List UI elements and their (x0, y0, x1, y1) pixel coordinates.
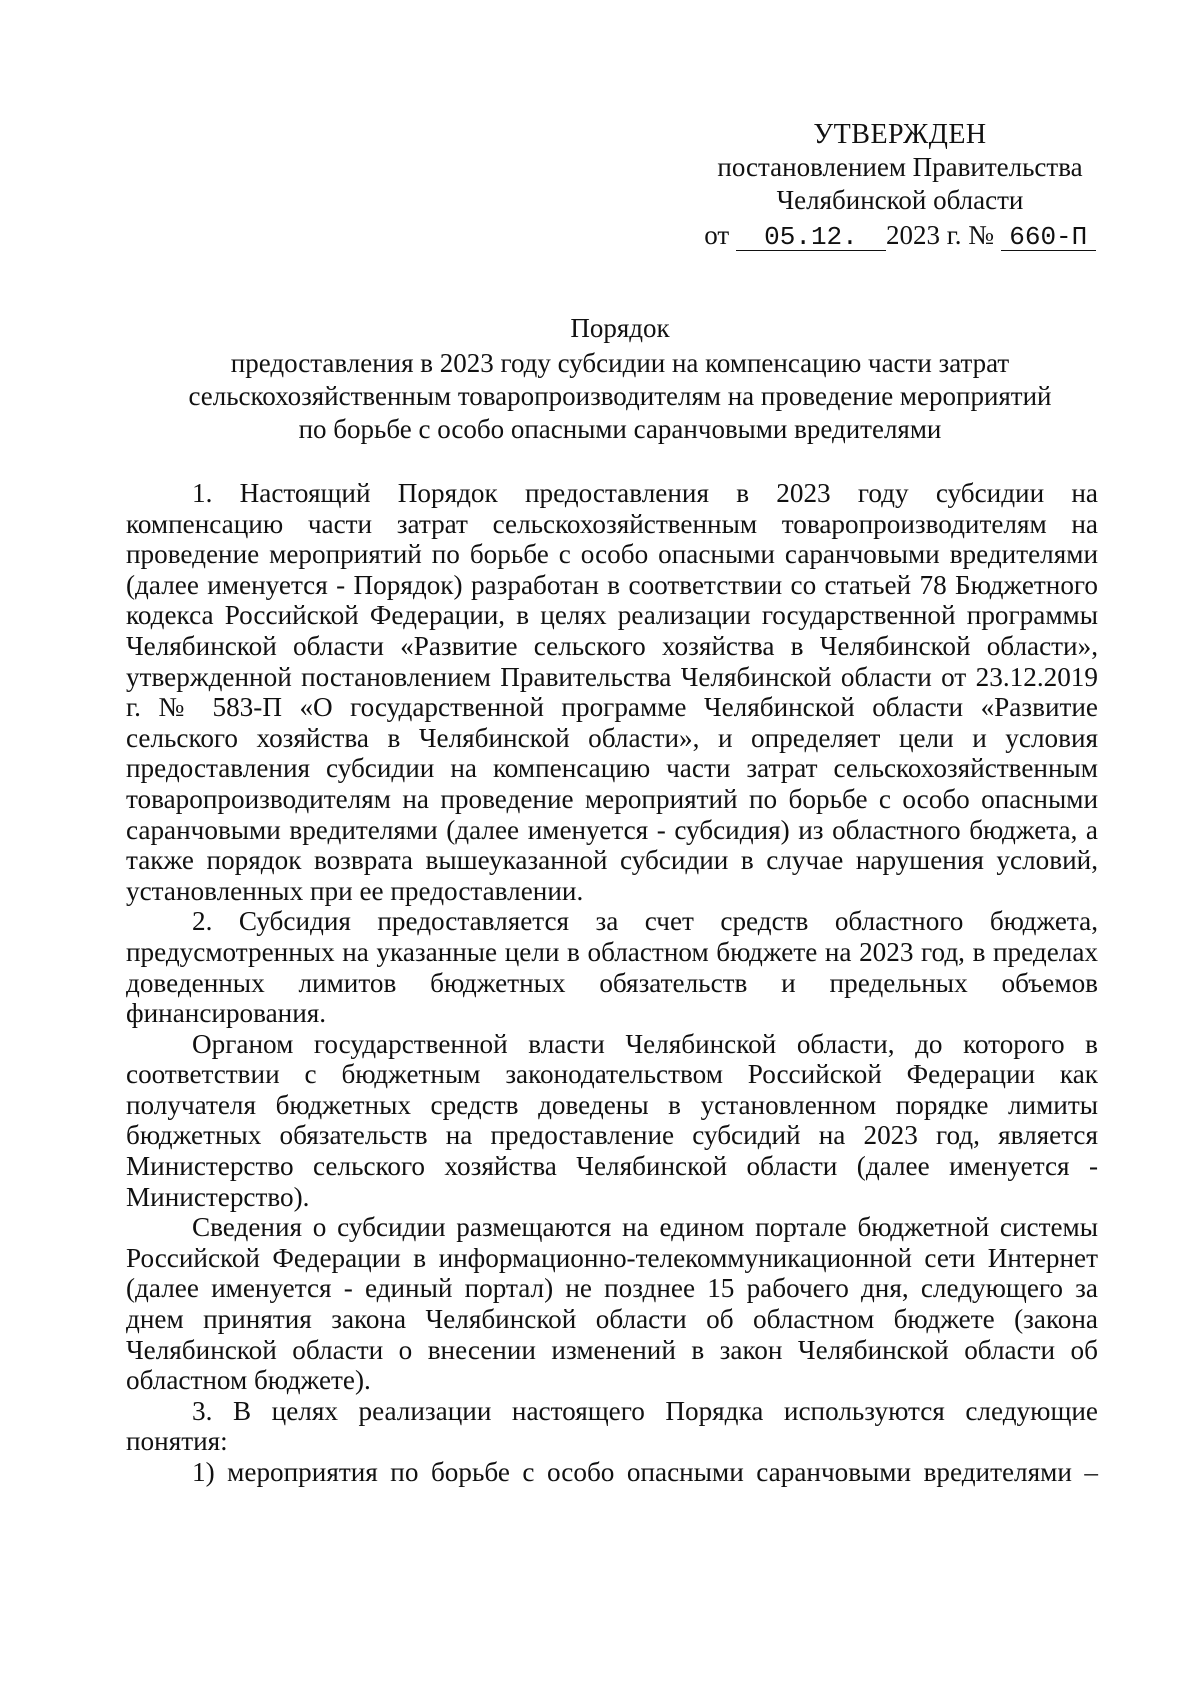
document-title (120, 312, 1120, 446)
approval-line-2: Челябинской области (776, 185, 1024, 215)
paragraph-2: 2. Субсидия предоставляется за счет средств областного бюджета, предусмотренных на указанные цели в областном бюджете на 2023 год, в пределах доведенных лимитов бюджетных обязательств и предельных объемов финансирования. (126, 906, 1098, 1029)
approval-date-line (690, 219, 1110, 252)
title-line-1: предоставления в 2023 году субсидии на компенсацию части затрат (230, 348, 1010, 378)
title-line-3: по борьбе с особо опасными саранчовыми вредителями (298, 414, 942, 444)
title-word: Порядок (570, 313, 670, 343)
approval-heading: УТВЕРЖДЕН (813, 119, 987, 150)
paragraph-4: Сведения о субсидии размещаются на едином портале бюджетной системы Российской Федерации в информационно-телекоммуникационной сети Интернет (далее именуется - единый портал) не позднее 15 рабочего дня, следующего за днем принятия закона Челябинской области об областном бюджете (закона Челябинской области о внесении изменений в закон Челябинской области об областном бюджете). (126, 1212, 1098, 1396)
paragraph-1: 1. Настоящий Порядок предоставления в 2023 году субсидии на компенсацию части затрат сельскохозяйственным товаропроизводителям на проведение мероприятий по борьбе с особо опасными саранчовыми вредителями (далее именуется - Порядок) разработан в соответствии со статьей 78 Бюджетного кодекса Российской Федерации, в целях реализации государственной программы Челябинской области «Развитие сельского хозяйства в Челябинской области», утвержденной постановлением Правительства Челябинской области от 23.12.2019 г. № 583-П «О государственной программе Челябинской области «Развитие сельского хозяйства в Челябинской области», и определяет цели и условия предоставления субсидии на компенсацию части затрат сельскохозяйственным товаропроизводителям на проведение мероприятий по борьбе с особо опасными саранчовыми вредителями (далее именуется - субсидия) из областного бюджета, а также порядок возврата вышеуказанной субсидии в случае нарушения условий, установленных при ее предоставлении. (126, 478, 1098, 906)
document-body (126, 478, 1098, 1488)
title-line-2: сельскохозяйственным товаропроизводителям на проведение мероприятий (188, 381, 1052, 411)
date-field: 05.12. (736, 224, 886, 251)
paragraph-3: Органом государственной власти Челябинской области, до которого в соответствии с бюджетным законодательством Российской Федерации как получателя бюджетных средств доведены в установленном порядке лимиты бюджетных обязательств на предоставление субсидий на 2023 год, является Министерство сельского хозяйства Челябинской области (далее именуется - Министерство). (126, 1028, 1098, 1212)
approval-block (690, 118, 1110, 252)
from-label: от (704, 220, 730, 250)
document-number-field: 660-П (1001, 224, 1096, 251)
paragraph-6: 1) мероприятия по борьбе с особо опасными саранчовыми вредителями – (192, 1457, 1098, 1487)
paragraph-5: 3. В целях реализации настоящего Порядка используются следующие понятия: (126, 1395, 1098, 1457)
approval-line-1: постановлением Правительства (717, 152, 1083, 182)
year-number-label: 2023 г. № (885, 220, 994, 250)
